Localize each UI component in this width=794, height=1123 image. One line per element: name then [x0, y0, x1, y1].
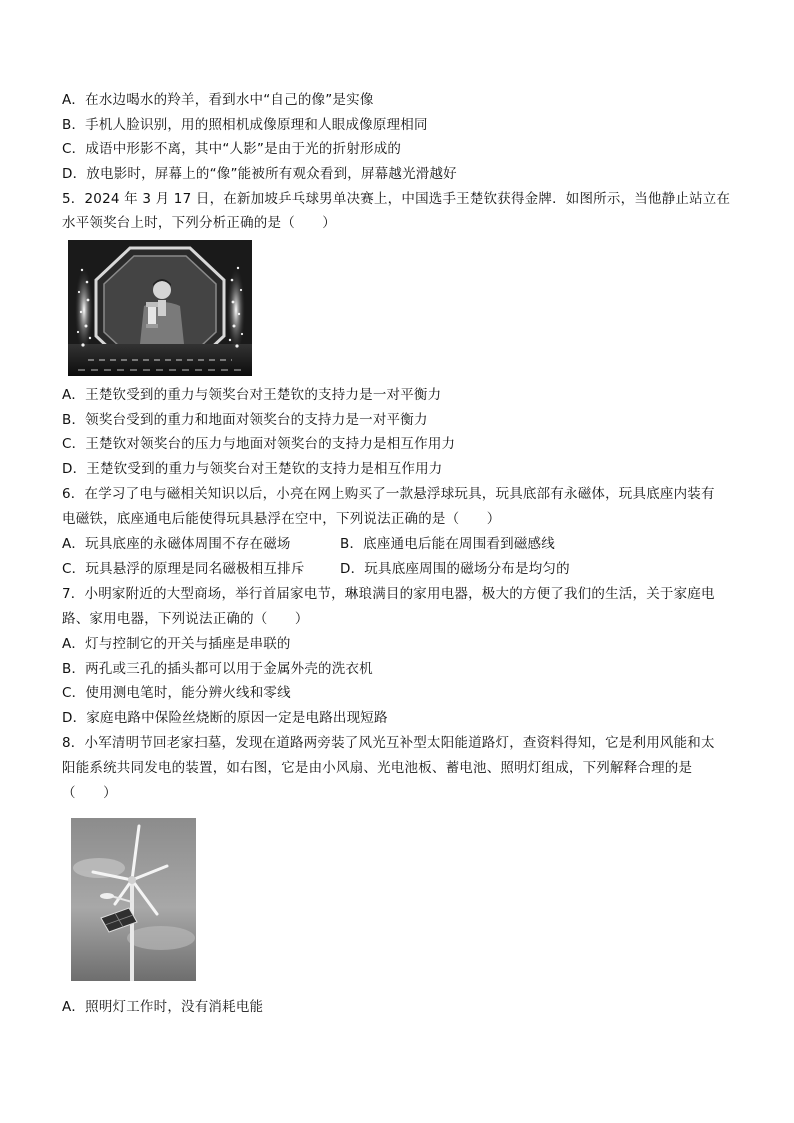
q8-option-a: A．照明灯工作时，没有消耗电能 — [62, 999, 264, 1015]
q7-option-a: A．灯与控制它的开关与插座是串联的 — [62, 636, 291, 652]
q8-stem-line2: 阳能系统共同发电的装置，如右图，它是由小风扇、光电池板、蓄电池、照明灯组成，下列解释合理的是 — [62, 760, 693, 776]
wind-solar-streetlight-photo — [71, 818, 196, 981]
q7-stem-line1: 7．小明家附近的大型商场，举行首届家电节，琳琅满目的家用电器，极大的方便了我们的生活，关于家庭电 — [62, 586, 715, 602]
q5-option-a: A．王楚钦受到的重力与领奖台对王楚钦的支持力是一对平衡力 — [62, 387, 442, 403]
q6-option-a: A．玩具底座的永磁体周围不存在磁场 — [62, 536, 291, 552]
q5-stem-line2: 水平领奖台上时，下列分析正确的是（ ） — [62, 215, 336, 231]
q7-stem-line2: 路、家用电器，下列说法正确的（ ） — [62, 611, 309, 627]
q8-stem-line1: 8．小军清明节回老家扫墓，发现在道路两旁装了风光互补型太阳能道路灯，查资料得知，它是利用风能和太 — [62, 735, 715, 751]
q7-option-d: D．家庭电路中保险丝烧断的原因一定是电路出现短路 — [62, 710, 388, 726]
q6-option-d: D．玩具底座周围的磁场分布是均匀的 — [340, 561, 570, 577]
q7-option-b: B．两孔或三孔的插头都可以用于金属外壳的洗衣机 — [62, 661, 373, 677]
award-podium-photo — [68, 240, 252, 376]
q6-stem-line2: 电磁铁，底座通电后能使得玩具悬浮在空中，下列说法正确的是（ ） — [62, 511, 501, 527]
q5-option-d: D．王楚钦受到的重力与领奖台对王楚钦的支持力是相互作用力 — [62, 461, 443, 477]
q7-option-c: C．使用测电笔时，能分辨火线和零线 — [62, 685, 291, 701]
q8-stem-line3: （ ） — [62, 785, 117, 801]
q6-stem-line1: 6．在学习了电与磁相关知识以后，小亮在网上购买了一款悬浮球玩具，玩具底部有永磁体，玩具底座内装有 — [62, 486, 715, 502]
q4-option-b: B．手机人脸识别，用的照相机成像原理和人眼成像原理相同 — [62, 117, 428, 133]
q5-option-b: B．领奖台受到的重力和地面对领奖台的支持力是一对平衡力 — [62, 412, 428, 428]
award-podium-illustration — [68, 240, 252, 376]
q6-option-b: B．底座通电后能在周围看到磁感线 — [340, 536, 555, 552]
streetlight-illustration — [71, 818, 196, 981]
q5-stem-line1: 5．2024 年 3 月 17 日，在新加坡乒乓球男单决赛上，中国选手王楚钦获得金牌．如图所示，当他静止站立在 — [62, 191, 731, 207]
q4-option-d: D．放电影时，屏幕上的“像”能被所有观众看到，屏幕越光滑越好 — [62, 166, 457, 182]
q4-option-c: C．成语中形影不离，其中“人影”是由于光的折射形成的 — [62, 141, 402, 157]
q5-option-c: C．王楚钦对领奖台的压力与地面对领奖台的支持力是相互作用力 — [62, 436, 456, 452]
q4-option-a: A．在水边喝水的羚羊，看到水中“自己的像”是实像 — [62, 92, 374, 108]
q6-option-c: C．玩具悬浮的原理是同名磁极相互排斥 — [62, 561, 305, 577]
